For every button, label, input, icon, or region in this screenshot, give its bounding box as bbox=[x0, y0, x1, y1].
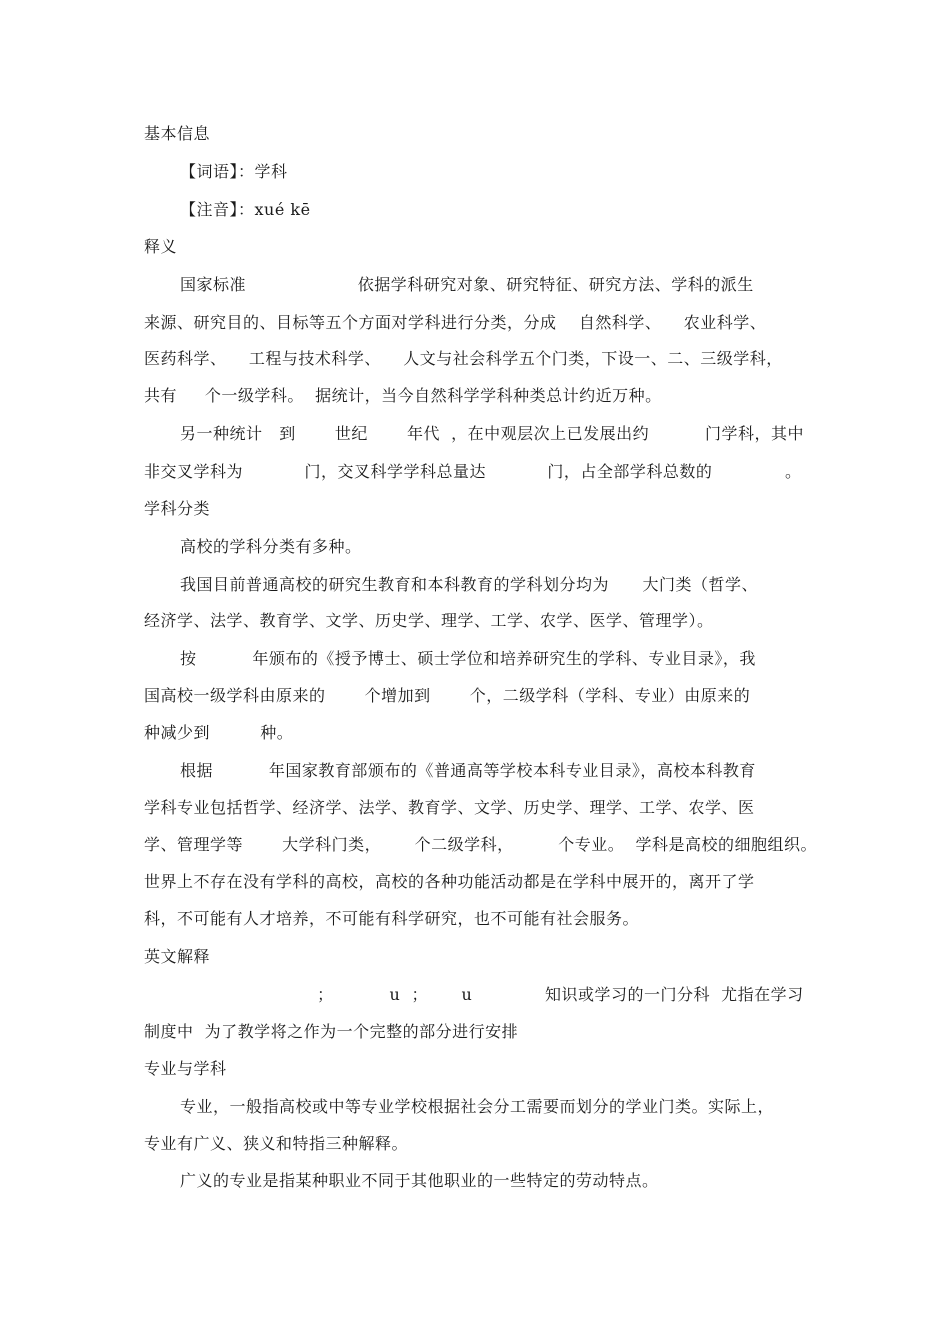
classification-line: 国高校一级学科由原来的 个增加到 个，二级学科（学科、专业）由原来的 bbox=[144, 686, 751, 705]
classification-line: 高校的学科分类有多种。 bbox=[180, 537, 362, 556]
definition-line: 医药科学、 工程与技术科学、 人文与社会科学五个门类，下设一、二、三级学科， bbox=[144, 349, 783, 368]
classification-line: 按 年颁布的《授予博士、硕士学位和培养研究生的学科、专业目录》，我 bbox=[180, 649, 756, 668]
english-line: 制度中 为了教学将之作为一个完整的部分进行安排 bbox=[144, 1022, 519, 1041]
section-heading-basic-info: 基本信息 bbox=[144, 124, 211, 143]
pinyin-entry: 【注音】：xué kē bbox=[180, 200, 311, 219]
definition-line: 非交叉学科为 门，交叉科学学科总量达 门，占全部学科总数的 。 bbox=[144, 462, 802, 481]
classification-line: 学科专业包括哲学、经济学、法学、教育学、文学、历史学、理学、工学、农学、医 bbox=[144, 798, 755, 817]
definition-line: 国家标准 依据学科研究对象、研究特征、研究方法、学科的派生 bbox=[180, 275, 754, 294]
classification-line: 世界上不存在没有学科的高校，高校的各种功能活动都是在学科中展开的，离开了学 bbox=[144, 872, 755, 891]
definition-line: 另一种统计 到 世纪 年代 ，在中观层次上已发展出约 门学科，其中 bbox=[180, 424, 804, 443]
section-heading-classification: 学科分类 bbox=[144, 499, 211, 518]
major-line: 专业，一般指高校或中等专业学校根据社会分工需要而划分的学业门类。实际上， bbox=[180, 1097, 775, 1116]
word-entry: 【词语】：学科 bbox=[180, 162, 288, 181]
section-heading-definition: 释义 bbox=[144, 237, 178, 256]
classification-line: 经济学、法学、教育学、文学、历史学、理学、工学、农学、医学、管理学）。 bbox=[144, 611, 714, 630]
section-heading-major: 专业与学科 bbox=[144, 1059, 227, 1078]
classification-line: 学、管理学等 大学科门类， 个二级学科， 个专业。 学科是高校的细胞组织。 bbox=[144, 835, 817, 854]
english-line: ； u ； u 知识或学习的一门分科 尤指在学习 bbox=[144, 985, 804, 1004]
definition-line: 来源、研究目的、目标等五个方面对学科进行分类，分成 自然科学、 农业科学、 bbox=[144, 313, 767, 332]
classification-line: 根据 年国家教育部颁布的《普通高等学校本科专业目录》，高校本科教育 bbox=[180, 761, 756, 780]
classification-line: 种减少到 种。 bbox=[144, 723, 294, 742]
section-heading-english: 英文解释 bbox=[144, 947, 211, 966]
major-line: 广义的专业是指某种职业不同于其他职业的一些特定的劳动特点。 bbox=[180, 1171, 659, 1190]
definition-line: 共有 个一级学科。 据统计，当今自然科学学科种类总计约近万种。 bbox=[144, 386, 662, 405]
major-line: 专业有广义、狭义和特指三种解释。 bbox=[144, 1134, 409, 1153]
classification-line: 我国目前普通高校的研究生教育和本科教育的学科划分均为 大门类（哲学、 bbox=[180, 575, 759, 594]
classification-line: 科，不可能有人才培养，不可能有科学研究，也不可能有社会服务。 bbox=[144, 909, 640, 928]
